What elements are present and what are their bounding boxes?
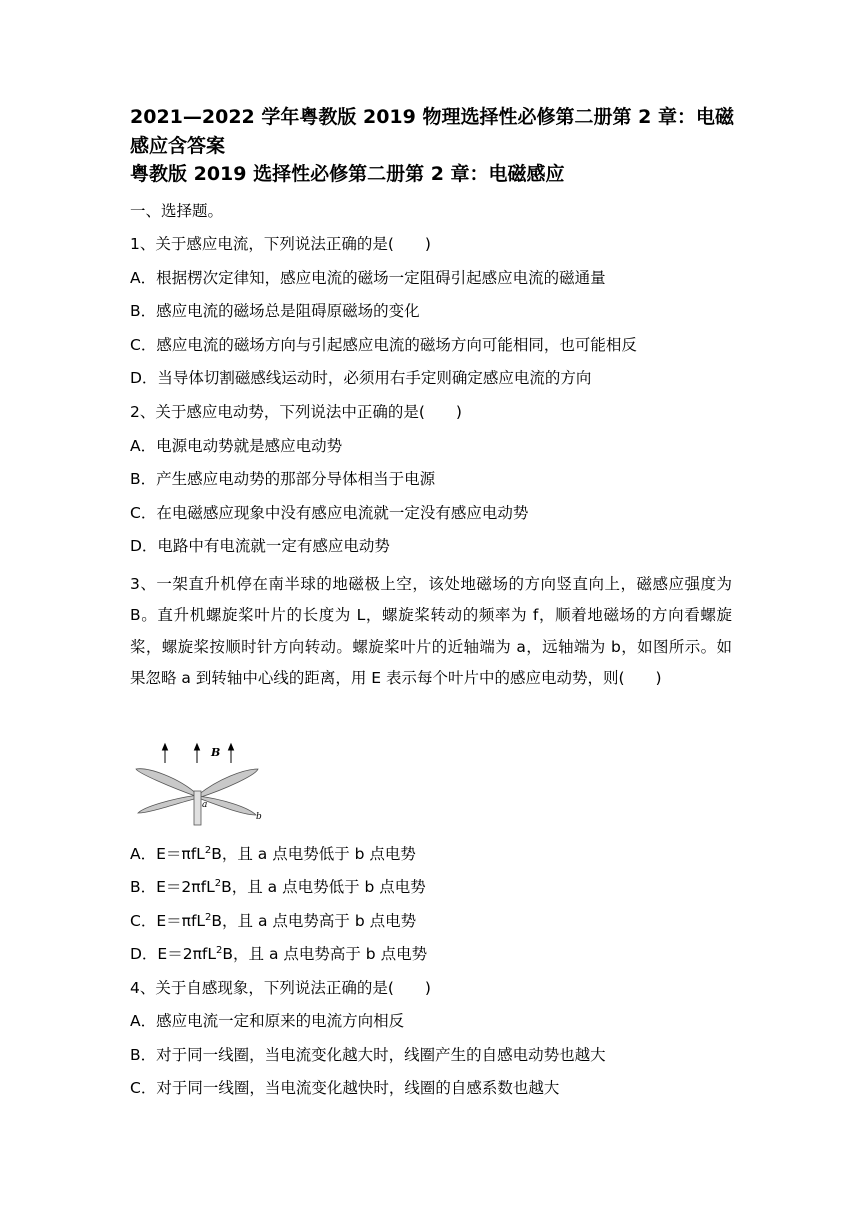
question-1-option-a: A．根据楞次定律知，感应电流的磁场一定阻碍引起感应电流的磁通量 <box>130 269 606 287</box>
question-2-option-c: C．在电磁感应现象中没有感应电流就一定没有感应电动势 <box>130 504 529 522</box>
question-2-option-b: B．产生感应电动势的那部分导体相当于电源 <box>130 470 436 488</box>
question-4-option-b: B．对于同一线圈，当电流变化越大时，线圈产生的自感电动势也越大 <box>130 1046 606 1064</box>
question-2-option-a: A．电源电动势就是感应电动势 <box>130 437 343 455</box>
document-title: 2021—2022 学年粤教版 2019 物理选择性必修第二册第 2 章：电磁感应含答案 <box>130 106 734 157</box>
figure-label-b: b <box>256 812 262 822</box>
question-2-stem: 2、关于感应电动势，下列说法中正确的是( ) <box>130 403 462 421</box>
document-subtitle: 粤教版 2019 选择性必修第二册第 2 章：电磁感应 <box>130 163 565 185</box>
question-1-stem: 1、关于感应电流，下列说法正确的是( ) <box>130 235 431 253</box>
question-1-option-c: C．感应电流的磁场方向与引起感应电流的磁场方向可能相同，也可能相反 <box>130 336 637 354</box>
question-1-option-d: D．当导体切割磁感线运动时，必须用右手定则确定感应电流的方向 <box>130 369 592 387</box>
question-4-option-a: A．感应电流一定和原来的电流方向相反 <box>130 1012 405 1030</box>
question-4-stem: 4、关于自感现象，下列说法正确的是( ) <box>130 979 431 997</box>
figure-label-a: a <box>202 800 208 810</box>
question-3-option-a: A．E＝πfL$^2$B，且 a 点电势低于 b 点电势 <box>130 844 416 863</box>
question-3-option-b: B．E＝2πfL$^2$B，且 a 点电势低于 b 点电势 <box>130 877 426 896</box>
question-3-option-d: D．E＝2πfL$^2$B，且 a 点电势高于 b 点电势 <box>130 944 428 963</box>
figure-label-b-field: B <box>211 746 221 759</box>
question-3-option-c: C．E＝πfL$^2$B，且 a 点电势高于 b 点电势 <box>130 911 417 930</box>
question-2-option-d: D．电路中有电流就一定有感应电动势 <box>130 537 390 555</box>
helicopter-propeller-figure <box>130 741 268 829</box>
magnetic-field-arrows <box>163 744 234 763</box>
question-1-option-b: B．感应电流的磁场总是阻碍原磁场的变化 <box>130 302 420 320</box>
question-4-option-c: C．对于同一线圈，当电流变化越快时，线圈的自感系数也越大 <box>130 1079 560 1097</box>
rotor-shaft <box>194 791 201 825</box>
section-heading: 一、选择题。 <box>130 202 224 220</box>
question-3-stem: 3、一架直升机停在南半球的地磁极上空，该处地磁场的方向竖直向上，磁感应强度为 B。直升机螺旋桨叶片的长度为 L，螺旋桨转动的频率为 f，顺着地磁场的方向看螺旋桨，螺旋桨按顺时针方向转动。螺旋桨叶片的近轴端为 a，远轴端为 b，如图所示。如果忽略 a 到转轴中心线的距离，用 E 表示每个叶片中的感应电动势，则( ) <box>130 575 732 687</box>
